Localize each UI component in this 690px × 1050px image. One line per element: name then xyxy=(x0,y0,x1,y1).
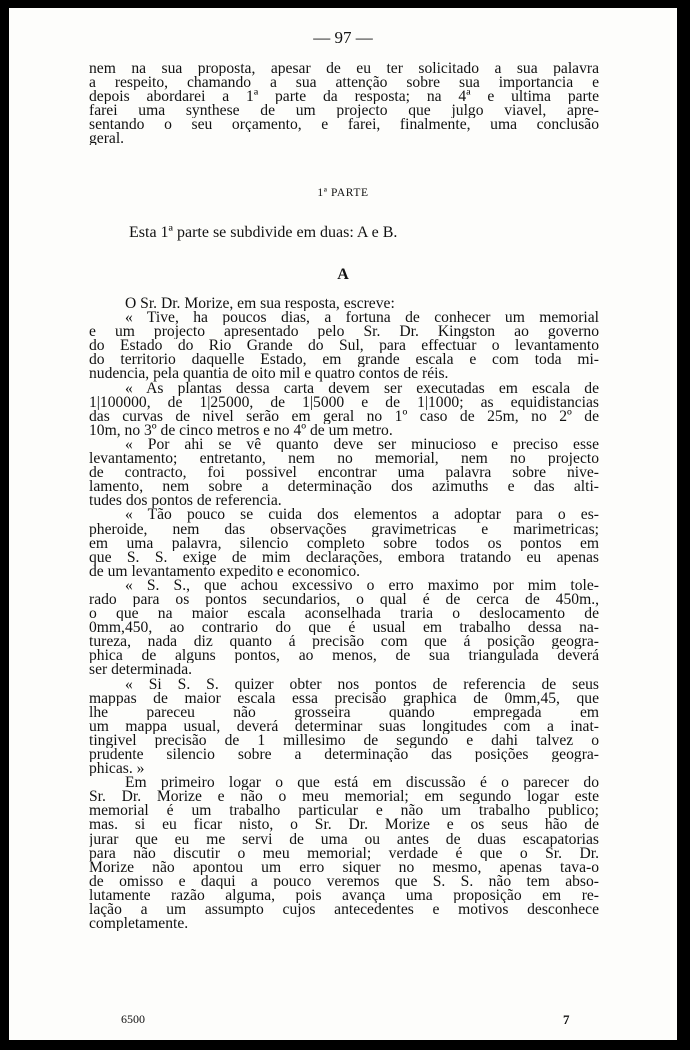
text-line: phica de alguns pontos, ao menos, de sua triangulada deverá xyxy=(89,649,599,664)
text-line: das curvas de nivel serão em geral no 1º caso de 25m, no 2º de xyxy=(89,409,599,424)
document-page xyxy=(9,8,677,1040)
text-line: Morize não apontou um erro siquer no mesmo, apenas tava-o xyxy=(89,860,599,875)
text-line: tingivel precisão de 1 millesimo de segundo e dahi talvez o xyxy=(89,733,599,748)
text-line: de omisso e daqui a pouco veremos que S. S. não tem abso- xyxy=(89,874,599,889)
text-line: rado para os pontos secundarios, o qual é de cerca de 450m., xyxy=(89,592,599,608)
text-line: depois abordarei a 1ª parte da resposta; na 4ª e ultima parte xyxy=(89,89,599,104)
text-line: lhe pareceu não grosseira quando empregada em xyxy=(89,705,599,720)
text-line: o que na maior escala aconselhada traria o deslocamento de xyxy=(89,607,599,622)
text-line: em uma palavra, silencio completo sobre todos os pontos em xyxy=(89,536,599,551)
sheet-number: 7 xyxy=(563,1012,570,1027)
text-line: prudente silencio sobre a determinação das posições geogra- xyxy=(89,748,599,763)
main-text xyxy=(89,297,599,931)
text-line: « Tão pouco se cuida dos elementos a adoptar para o es- xyxy=(125,508,599,523)
text-line: sentando o seu orçamento, e farei, finalmente, uma conclusão xyxy=(89,117,599,132)
text-line: nem na sua proposta, apesar de eu ter solicitado a sua palavra xyxy=(89,62,599,76)
text-line: de contracto, foi possivel encontrar uma palavra sobre nive- xyxy=(89,466,599,481)
text-line: memorial é um trabalho particular e não um trabalho publico; xyxy=(89,804,599,819)
text-line: jurar que eu me servi de uma ou antes de duas escapatorias xyxy=(89,832,599,847)
text-line: « S. S., que achou excessivo o erro maximo por mim tole- xyxy=(125,578,599,593)
text-line: geral. xyxy=(89,131,125,146)
text-line: « Por ahi se vê quanto deve ser minucioso e preciso esse xyxy=(125,437,599,453)
text-line: um mappa usual, deverá determinar suas longitudes com a inat- xyxy=(89,719,599,734)
text-line: « Si S. S. quizer obter nos pontos de referencia de seus xyxy=(125,677,599,692)
text-line: Em primeiro logar o que está em discussão é o parecer do xyxy=(125,776,599,791)
text-line: do Estado do Rio Grande do Sul, para effectuar o levantamento xyxy=(89,339,599,354)
text-line: 10m, no 3º de cinco metros e no 4º de um metro. xyxy=(89,423,393,438)
text-line: que S. S. exige de mim declarações, embora tratando eu apenas xyxy=(89,550,599,565)
text-line: ser determinada. xyxy=(89,663,193,678)
text-line: de um levantamento expedito e economico. xyxy=(89,564,361,579)
text-line: Sr. Dr. Morize e não o meu memorial; em segundo logar este xyxy=(89,790,599,805)
text-line: a respeito, chamando a sua attenção sobre sua importancia e xyxy=(89,75,599,90)
text-line: pheroide, nem das observações gravimetricas e marimetricas; xyxy=(89,522,599,537)
text-line: e um projecto apresentado pelo Sr. Dr. Kingston ao governo xyxy=(89,325,599,340)
text-line: 0mm,450, ao contrario do que é usual em trabalho dessa na- xyxy=(89,621,599,636)
printer-signature: 6500 xyxy=(121,1012,145,1026)
text-line: para não discutir o meu memorial; verdade é que o Sr. Dr. xyxy=(89,846,599,861)
text-line: lutamente razão alguma, pois avança uma proposição em re- xyxy=(89,888,599,904)
text-line: tudes dos pontos de referencia. xyxy=(89,494,282,509)
text-line: levantamento; entretanto, nem no memorial, nem no projecto xyxy=(89,452,599,467)
text-line: tureza, nada diz quanto á precisão com que á posição geogra- xyxy=(89,635,599,650)
text-line: farei uma synthese de um projecto que julgo viavel, apre- xyxy=(89,103,599,118)
text-line: O Sr. Dr. Morize, em sua resposta, escreve: xyxy=(125,297,395,312)
subdivision-line: Esta 1ª parte se subdivide em duas: A e B. xyxy=(129,224,398,241)
text-line: nudencia, pela quantia de oito mil e quatro contos de réis. xyxy=(89,367,449,382)
text-line: completamente. xyxy=(89,917,189,932)
text-line: phicas. » xyxy=(89,762,145,777)
intro-paragraph xyxy=(89,62,599,145)
text-line: mappas de maior escala essa precisão graphica de 0mm,45, que xyxy=(89,691,599,706)
part-heading: 1ª PARTE xyxy=(317,187,369,199)
text-line: 1|100000, de 1|25000, de 1|5000 e de 1|1000; as equidistancias xyxy=(89,395,599,410)
text-line: « Tive, ha poucos dias, a fortuna de conhecer um memorial xyxy=(125,311,599,326)
text-line: mas. si eu ficar nisto, o Sr. Dr. Morize e os seus hão de xyxy=(89,818,599,833)
text-line: lação a um assumpto cujos antecedentes e motivos desconhece xyxy=(89,903,599,918)
text-line: lamento, nem sobre a determinação dos azimuths e das alti- xyxy=(89,480,599,495)
section-heading: A xyxy=(337,266,349,283)
text-line: do territorio daquelle Estado, em grande escala e com toda mi- xyxy=(89,353,599,368)
page-number: — 97 — xyxy=(313,28,373,47)
text-line: « As plantas dessa carta devem ser executadas em escala de xyxy=(125,381,599,396)
